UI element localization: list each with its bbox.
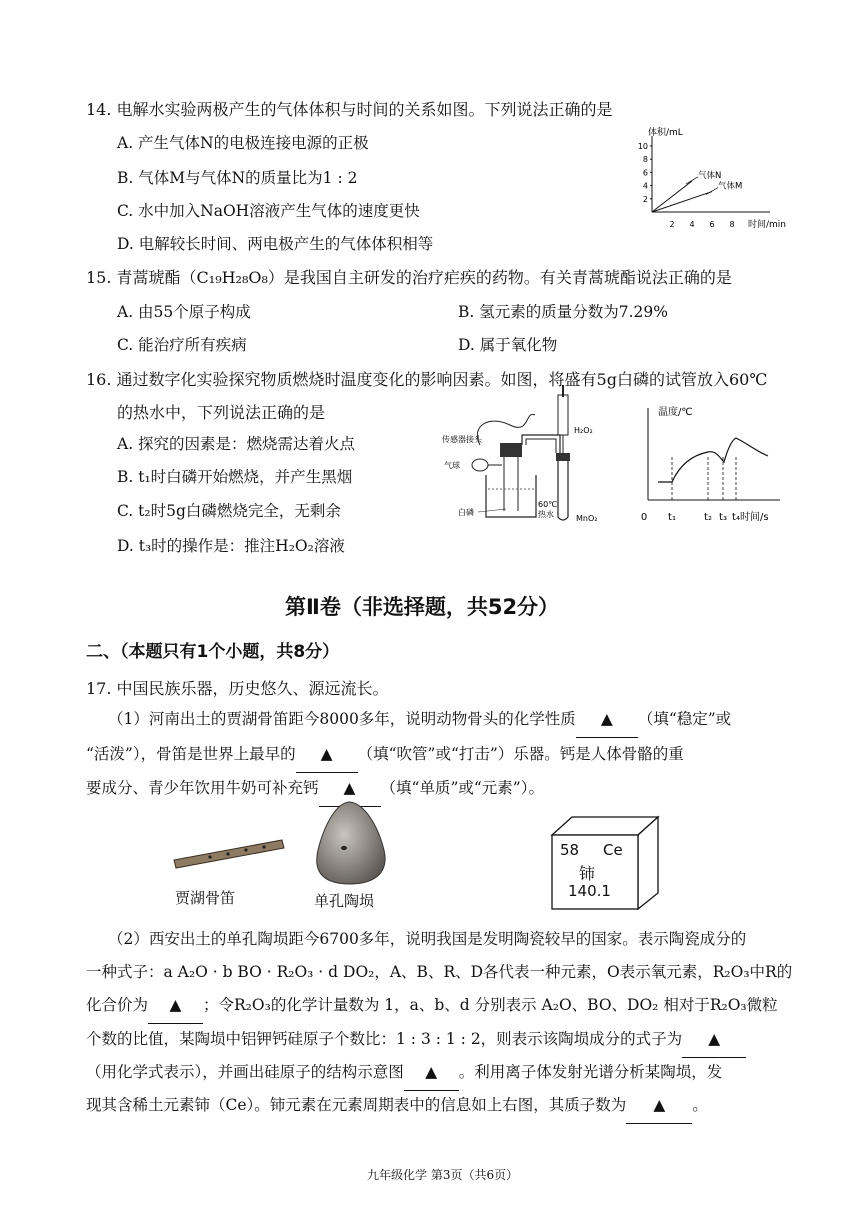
- q16-option-d: D. t₃时的操作是：推注H₂O₂溶液: [117, 537, 345, 555]
- syringe: [558, 395, 568, 435]
- q17-p2-line3: 化合价为 ▲ ；令R₂O₃的化学计量数为 1，a、b、d 分别表示 A₂O、BO、DO₂ 相对于R₂O₃微粒: [86, 988, 778, 1024]
- q15-option-d: D. 属于氧化物: [458, 336, 558, 354]
- answer-blank-2[interactable]: ▲: [296, 737, 358, 773]
- q17-p2-line5: （用化学式表示），并画出硅原子的结构示意图 ▲ 。利用离子体发射光谱分析某陶埙，发: [86, 1055, 722, 1091]
- h2o2-label: H₂O₂: [574, 426, 593, 435]
- page-footer: 九年级化学 第3页（共6页）: [367, 1168, 519, 1182]
- q15-option-a: A. 由55个原子构成: [117, 303, 251, 321]
- hot-water-label: 60℃: [538, 500, 558, 509]
- q14-ytick-label: 10: [637, 142, 648, 151]
- q17-p1-line2: “活泼”），骨笛是世界上最早的 ▲ （填“吹管”或“打击”）乐器。钙是人体骨骼的重: [86, 737, 684, 773]
- q17-stem: 17. 中国民族乐器，历史悠久、源远流长。: [86, 679, 389, 698]
- q14-ytick-label: 8: [642, 155, 648, 165]
- q16-xtick-label: t₁: [668, 512, 676, 523]
- element-mass: 140.1: [568, 882, 611, 900]
- q14-series-line: [652, 181, 692, 212]
- q14-xtick-label: 6: [709, 220, 715, 229]
- q17-p2-line2: 一种式子：a A₂O · b BO · R₂O₃ · d DO₂，A、B、R、D各代表一种元素，O表示氧元素，R₂O₃中R的: [86, 963, 793, 981]
- q14-option-c: C. 水中加入NaOH溶液产生气体的速度更快: [117, 202, 420, 220]
- beaker: [486, 475, 536, 517]
- q15-stem: 15. 青蒿琥酯（C₁₉H₂₈O₈）是我国自主研发的治疗疟疾的药物。有关青蒿琥酯说法正确的是: [86, 268, 732, 287]
- q16-stem: 16. 通过数字化实验探究物质燃烧时温度变化的影响因素。如图，将盛有5g白磷的试管放入60℃: [86, 370, 768, 389]
- answer-blank-4[interactable]: ▲: [148, 988, 203, 1024]
- sensor-label: 传感器接头: [442, 435, 482, 444]
- q16-option-a: A. 探究的因素是：燃烧需达着火点: [117, 435, 356, 453]
- q14-chart: [630, 124, 787, 234]
- q17-p2-line1: （2）西安出土的单孔陶埙距今6700多年，说明我国是发明陶瓷较早的国家。表示陶瓷成分的: [108, 930, 747, 948]
- q14-option-d: D. 电解较长时间、两电极产生的气体体积相等: [117, 235, 434, 253]
- test-tube: [558, 461, 568, 520]
- clay-xun-image: [310, 798, 390, 886]
- q14-ylabel: 体积/mL: [648, 128, 683, 138]
- clay-xun-caption: 单孔陶埙: [314, 892, 375, 910]
- q16-chart: [630, 400, 790, 530]
- answer-blank-3[interactable]: ▲: [319, 771, 381, 807]
- section-title: 第Ⅱ卷（非选择题，共52分）: [285, 595, 560, 619]
- q14-ytick-label: 2: [642, 194, 648, 204]
- q14-series-leader: [686, 177, 698, 184]
- stopper: [500, 443, 522, 457]
- phosphorus-label: 白磷: [458, 508, 474, 517]
- q14-xtick-label: 8: [729, 220, 735, 229]
- part-title: 二、（本题只有1个小题，共8分）: [86, 642, 340, 662]
- answer-blank-1[interactable]: ▲: [576, 702, 638, 738]
- q16-ylabel: 温度/℃: [658, 407, 693, 418]
- balloon: [472, 459, 488, 471]
- q17-p2-line6: 现其含稀土元素铈（Ce）。铈元素在元素周期表中的信息如上右图，其质子数为 ▲ 。: [86, 1088, 708, 1124]
- q14-option-a: A. 产生气体N的电极连接电源的正极: [117, 134, 369, 152]
- q14-xtick-label: 2: [669, 220, 675, 229]
- answer-blank-6[interactable]: ▲: [404, 1055, 459, 1091]
- hot-water-label-2: 热水: [538, 510, 554, 519]
- element-symbol: Ce: [603, 841, 623, 859]
- answer-blank-5[interactable]: ▲: [682, 1022, 746, 1058]
- q14-option-b: B. 气体M与气体N的质量比为1 : 2: [117, 169, 358, 187]
- q14-xtick-label: 4: [689, 220, 695, 229]
- q16-option-c: C. t₂时5g白磷燃烧完全，无剩余: [117, 502, 341, 520]
- q14-series-line: [652, 192, 712, 212]
- q15-option-c: C. 能治疗所有疾病: [117, 336, 247, 354]
- q16-xtick-label: t₂: [704, 512, 712, 523]
- q14-series-label: 气体M: [718, 181, 743, 192]
- q14-xlabel: 时间/min: [748, 220, 787, 230]
- q16-xtick-label: 0: [640, 512, 648, 523]
- q14-ytick-label: 6: [642, 168, 648, 178]
- answer-blank-7[interactable]: ▲: [626, 1088, 692, 1124]
- mno2-label: MnO₂: [576, 514, 598, 523]
- q17-p1-line3: 要成分、青少年饮用牛奶可补充钙 ▲ （填“单质”或“元素”）。: [86, 771, 544, 807]
- q14-stem: 14. 电解水实验两极产生的气体体积与时间的关系如图。下列说法正确的是: [86, 100, 613, 119]
- bone-flute-image: [170, 822, 290, 872]
- bone-flute-caption: 贾湖骨笛: [175, 889, 236, 907]
- q16-xtick-label: t₄: [732, 512, 740, 523]
- balloon-label: 气球: [444, 461, 460, 470]
- q14-ytick-label: 4: [642, 181, 648, 191]
- element-number: 58: [560, 841, 580, 859]
- q14-series-leader: [706, 188, 718, 195]
- q16-stem-cont: 的热水中，下列说法正确的是: [117, 403, 326, 422]
- q16-xlabel: 时间/s: [740, 512, 769, 523]
- q16-temperature-curve: [658, 438, 768, 482]
- q17-p2-line4: 个数的比值，某陶埙中铝钾钙硅原子个数比：1 : 3 : 1 : 2，则表示该陶埙成分的式子为 ▲: [86, 1022, 746, 1058]
- q16-option-b: B. t₁时白磷开始燃烧，并产生黑烟: [117, 468, 353, 486]
- q17-p1-line1: （1）河南出土的贾湖骨笛距今8000多年，说明动物骨头的化学性质 ▲ （填“稳定”或: [108, 702, 731, 738]
- q14-series-label: 气体N: [698, 170, 722, 181]
- q16-apparatus: [440, 385, 620, 530]
- q15-option-b: B. 氢元素的质量分数为7.29%: [458, 303, 668, 321]
- element-name: 铈: [579, 864, 596, 883]
- q16-xtick-label: t₃: [719, 512, 727, 523]
